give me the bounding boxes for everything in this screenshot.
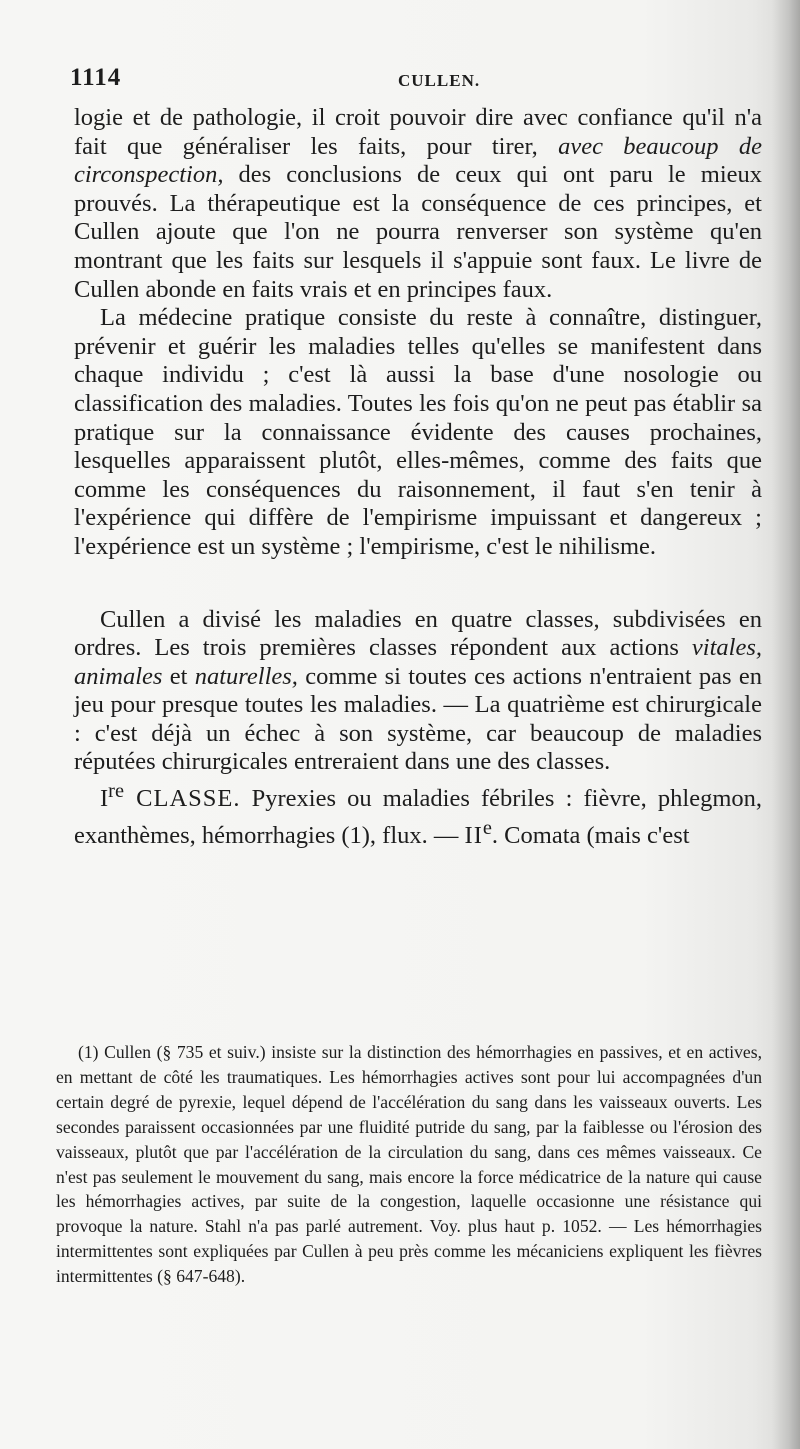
paragraph-medecine-pratique: La médecine pratique consiste du reste à connaître, distinguer, prévenir et guérir les maladies telles qu'elles se manifestent dans chaque individu ; c'est là aussi la base d'une nosologie ou classification des maladies. Toutes les fois qu'on ne peut pas établir sa pratique sur la connaissance évidente des causes prochaines, lesquelles apparaissent plutôt, elles-mêmes, comme des faits que comme les conséquences du raisonnement, il faut s'en tenir à l'expérience qui diffère de l'empirisme impuissant et dangereux ; l'expérience est un système ; l'empirisme, c'est le nihilisme. xyxy=(74,304,762,560)
main-text xyxy=(74,104,762,851)
page-number: 1114 xyxy=(70,64,122,91)
italic-phrase: naturelles, xyxy=(194,662,298,690)
page-edge-shadow xyxy=(772,0,800,1449)
page-header xyxy=(70,64,760,94)
footnote xyxy=(56,1040,762,1289)
italic-phrase: vitales, animales xyxy=(74,634,762,690)
italic-phrase: avec beaucoup de circonspection, xyxy=(74,132,762,189)
paragraph-continuation: logie et de pathologie, il croit pouvoir dire avec confiance qu'il n'a fait que généraliser les faits, pour tirer, avec beaucoup de circonspection, des conclusions de ceux qui ont paru le mieux prouvés. La thérapeutique est la conséquence de ces principes, et Cullen ajoute que l'on ne pourra renverser son système qu'en montrant que les faits sur lesquels il s'appuie sont faux. Le livre de Cullen abonde en faits vrais et en principes faux. xyxy=(74,104,762,303)
running-head: CULLEN. xyxy=(398,71,481,90)
paragraph-first-class: Ire CLASSE. Pyrexies ou maladies fébriles : fièvre, phlegmon, exanthèmes, hémorrhagies (1), flux. — IIe. Comata (mais c'est xyxy=(74,780,763,849)
class-heading: CLASSE. xyxy=(124,785,241,813)
footnote-text: (1) Cullen (§ 735 et suiv.) insiste sur la distinction des hémorrhagies en passives, et en actives, en mettant de côté les traumatiques. Les hémorrhagies actives sont pour lui accompagnées d'un certain degré de pyrexie, lequel dépend de l'accélération du sang dans les vaisseaux ouverts. Les secondes paraissent occasionnées par une fluidité putride du sang, par la faiblesse ou l'érosion des vaisseaux, plutôt que par l'accélération de la circulation du sang, dans ces mêmes vaisseaux. Ce n'est pas seulement le mouvement du sang, mais encore la force médicatrice de la nature qui cause les hémorrhagies actives, par suite de la congestion, laquelle occasionne une résistance qui provoque la nature. Stahl n'a pas parlé autrement. Voy. plus haut p. 1052. — Les hémorrhagies intermittentes sont expliquées par Cullen à peu près comme les mécaniciens expliquent les fièvres intermittentes (§ 647-648). xyxy=(56,1042,762,1287)
paragraph-classes: Cullen a divisé les maladies en quatre classes, subdivisées en ordres. Les trois premières classes répondent aux actions vitales, animales et naturelles, comme si toutes ces actions n'entraient pas en jeu pour presque toutes les maladies. — La quatrième est chirurgicale : c'est déjà un échec à son système, car beaucoup de maladies réputées chirurgicales entreraient dans une des classes. xyxy=(74,605,762,776)
paragraph-gap xyxy=(74,562,762,606)
